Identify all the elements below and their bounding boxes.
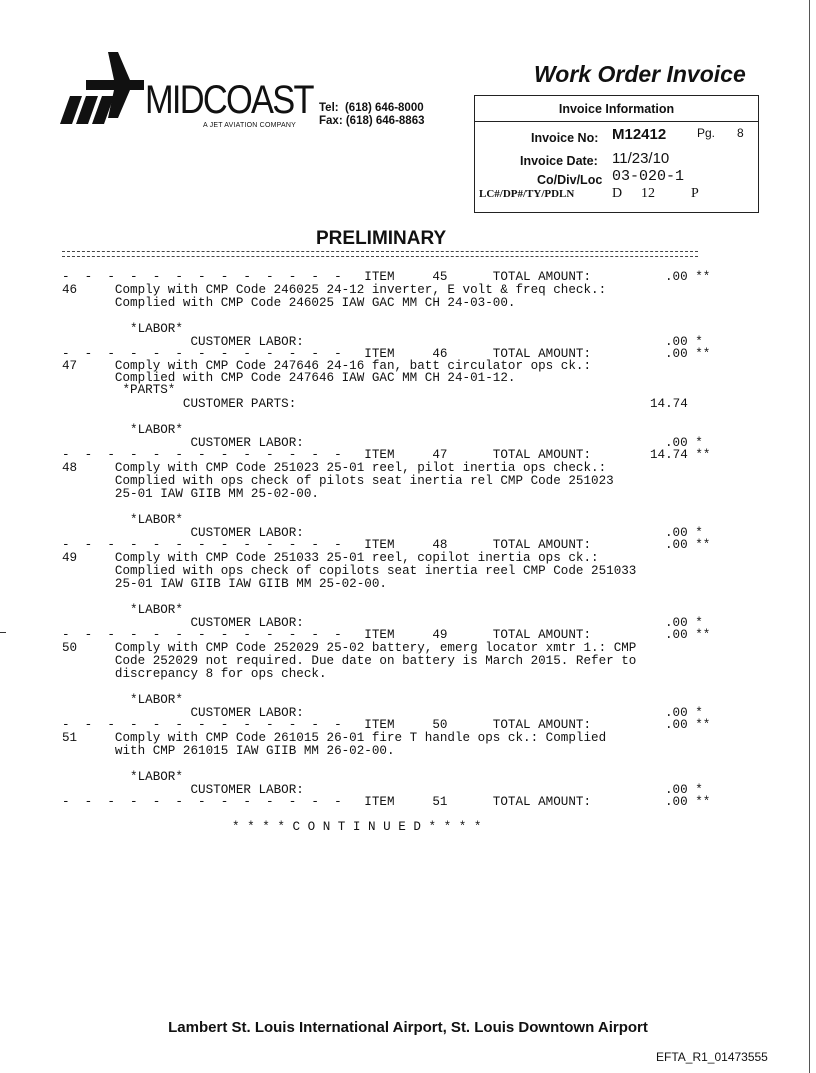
invoice-line: .00 * (665, 706, 703, 720)
invoice-line: .00 * (665, 526, 703, 540)
scan-edge-tick (0, 632, 6, 633)
invoice-line: 48 Comply with CMP Code 251023 25-01 reel, pilot inertia ops check.: (62, 461, 607, 475)
invoice-line: .00 ** (665, 628, 711, 642)
invoice-line: Complied with ops check of pilots seat inertia rel CMP Code 251023 (62, 474, 614, 488)
brand-tagline: A JET AVIATION COMPANY (203, 122, 296, 129)
invoice-line: Code 252029 not required. Due date on battery is March 2015. Refer to (62, 654, 637, 668)
invoice-line: - - - - - - - - - - - - - ITEM 45 TOTAL AMOUNT: (62, 270, 592, 284)
invoice-line: .00 ** (665, 718, 711, 732)
invoice-line: .00 ** (665, 270, 711, 284)
invoice-line: CUSTOMER LABOR: (62, 436, 304, 450)
invoice-line: Complied with ops check of copilots seat inertia reel CMP Code 251033 (62, 564, 637, 578)
invoice-line: *LABOR* (62, 770, 183, 784)
midcoast-logo-icon (56, 52, 146, 126)
invoice-no-label: Invoice No: (531, 131, 599, 145)
invoice-line: CUSTOMER PARTS: (62, 397, 297, 411)
invoice-line: .00 ** (665, 347, 711, 361)
invoice-line: Complied with CMP Code 247646 IAW GAC MM CH 24-01-12. (62, 371, 516, 385)
invoice-line: with CMP 261015 IAW GIIB MM 26-02-00. (62, 744, 395, 758)
document-id: EFTA_R1_01473555 (656, 1050, 768, 1064)
invoice-line: .00 * (665, 436, 703, 450)
lc-12-value: 12 (641, 186, 655, 201)
invoice-line: .00 ** (665, 538, 711, 552)
document-title: Work Order Invoice (534, 61, 746, 87)
invoice-line: - - - - - - - - - - - - - ITEM 50 TOTAL AMOUNT: (62, 718, 592, 732)
contact-info (319, 102, 424, 128)
invoice-line: .00 * (665, 616, 703, 630)
invoice-line: *LABOR* (62, 513, 183, 527)
invoice-line: CUSTOMER LABOR: (62, 783, 304, 797)
invoice-line: *LABOR* (62, 322, 183, 336)
invoice-line: Complied with CMP Code 246025 IAW GAC MM CH 24-03-00. (62, 296, 516, 310)
invoice-line: *LABOR* (62, 693, 183, 707)
invoice-line: - - - - - - - - - - - - - ITEM 47 TOTAL AMOUNT: (62, 448, 592, 462)
invoice-line: 46 Comply with CMP Code 246025 24-12 inverter, E volt & freq check.: (62, 283, 607, 297)
invoice-line: CUSTOMER LABOR: (62, 616, 304, 630)
invoice-line: 25-01 IAW GIIB IAW GIIB MM 25-02-00. (62, 577, 387, 591)
invoice-line: 14.74 (650, 397, 688, 411)
fax-number: Fax: (618) 646-8863 (319, 115, 425, 127)
invoice-line: .00 * (665, 783, 703, 797)
invoice-date-value: 11/23/10 (612, 150, 670, 167)
invoice-line: CUSTOMER LABOR: (62, 706, 304, 720)
lc-p-value: P (691, 186, 699, 201)
invoice-line: 51 Comply with CMP Code 261015 26-01 fire T handle ops ck.: Complied (62, 731, 607, 745)
invoice-line: CUSTOMER LABOR: (62, 335, 304, 349)
invoice-line: CUSTOMER LABOR: (62, 526, 304, 540)
invoice-line: - - - - - - - - - - - - - ITEM 48 TOTAL AMOUNT: (62, 538, 592, 552)
invoice-line: 47 Comply with CMP Code 247646 24-16 fan, batt circulator ops ck.: (62, 359, 592, 373)
codivloc-label: Co/Div/Loc (537, 173, 603, 187)
invoice-line: - - - - - - - - - - - - - ITEM 46 TOTAL AMOUNT: (62, 347, 592, 361)
invoice-line: 49 Comply with CMP Code 251033 25-01 reel, copilot inertia ops ck.: (62, 551, 599, 565)
brand-name: MIDCOAST (145, 78, 313, 122)
invoice-line: 25-01 IAW GIIB MM 25-02-00. (62, 487, 319, 501)
invoice-line: .00 * (665, 335, 703, 349)
invoice-information-box (474, 95, 759, 213)
invoice-line: *LABOR* (62, 423, 183, 437)
scan-edge-line (809, 0, 810, 1073)
invoice-line: - - - - - - - - - - - - - ITEM 51 TOTAL AMOUNT: (62, 795, 592, 809)
lc-d-value: D (612, 186, 623, 201)
footer-locations: Lambert St. Louis International Airport, St. Louis Downtown Airport (168, 1019, 648, 1036)
invoice-line: * * * * C O N T I N U E D * * * * (232, 820, 482, 834)
invoice-information-heading: Invoice Information (475, 96, 758, 122)
invoice-line: *LABOR* (62, 603, 183, 617)
page-number: 8 (737, 126, 744, 140)
invoice-line: discrepancy 8 for ops check. (62, 667, 327, 681)
invoice-no-value: M12412 (612, 126, 667, 143)
invoice-line: *PARTS* (62, 383, 176, 397)
invoice-line: 50 Comply with CMP Code 252029 25-02 battery, emerg locator xmtr 1.: CMP (62, 641, 637, 655)
tel-number: Tel: (618) 646-8000 (319, 102, 424, 114)
lc-label: LC#/DP#/TY/PDLN (479, 188, 575, 200)
page-label: Pg. (697, 126, 716, 140)
invoice-line: 14.74 ** (650, 448, 711, 462)
invoice-line: - - - - - - - - - - - - - ITEM 49 TOTAL AMOUNT: (62, 628, 592, 642)
preliminary-status: PRELIMINARY (316, 228, 447, 249)
invoice-line: .00 ** (665, 795, 711, 809)
double-dash-rule (62, 251, 698, 257)
codivloc-value: 03-020-1 (612, 168, 685, 185)
invoice-date-label: Invoice Date: (520, 154, 598, 168)
